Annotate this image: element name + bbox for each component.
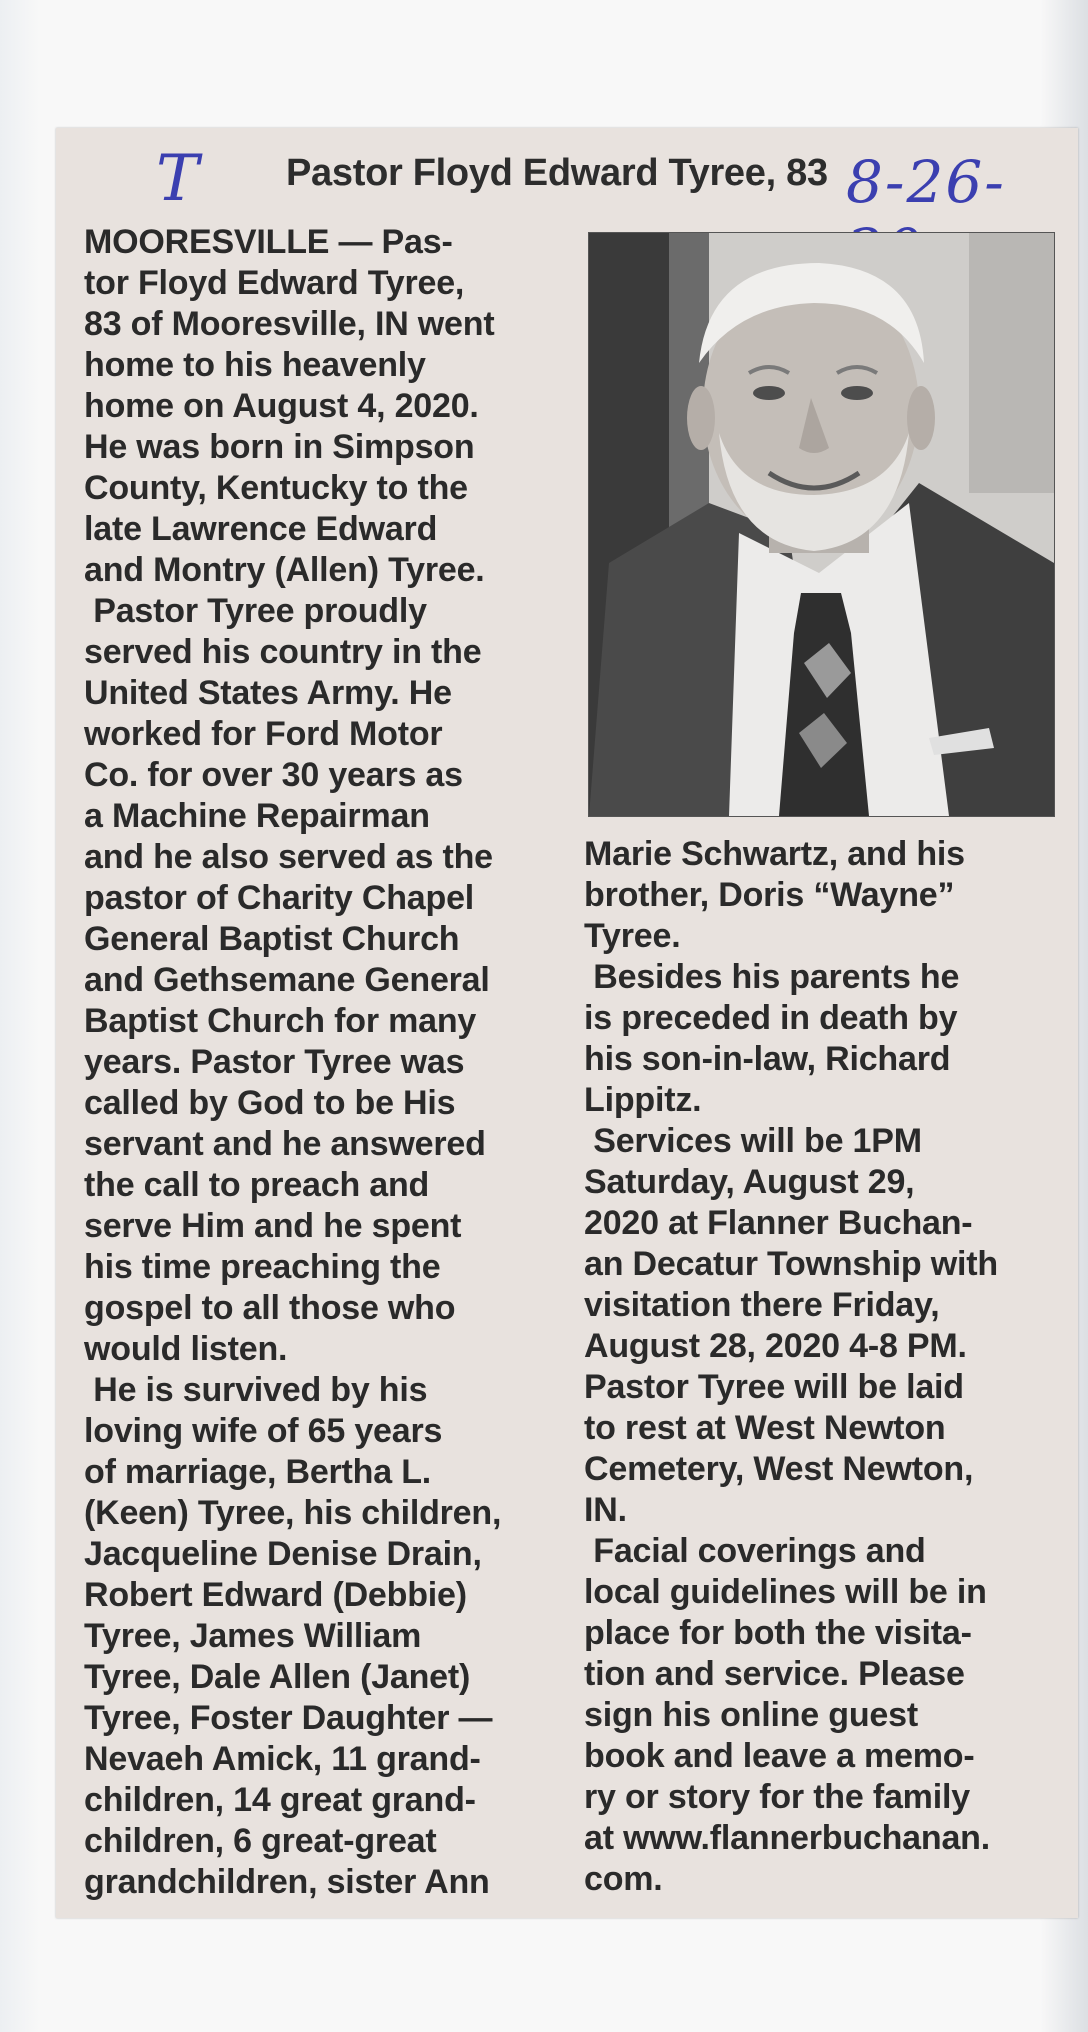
handwritten-date: 8-26- — [846, 148, 1006, 216]
obituary-right-column: Marie Schwartz, and his brother, Doris “Wayne” Tyree. Besides his parents he is preceded in death by his son-in-law, Richard Lippitz. Services will be 1PM Saturday, August 29, 2020 at Flanner Buchan- an Decatur Township with visitation there Friday, August 28, 2020 4-8 PM. Pastor Tyree will be laid to rest at West Newton Cemetery, West Newton, IN. Facial coverings and local guidelines will be in place for both the visita- tion and service. Please sign his online guest book and leave a memo- ry or story for the family at www.flannerbuchanan. com. — [584, 835, 998, 1898]
portrait-illustration — [589, 233, 1054, 816]
newspaper-clipping — [56, 128, 1078, 1918]
obituary-left-column: MOORESVILLE — Pas- tor Floyd Edward Tyree, 83 of Mooresville, IN went home to his heavenly home on August 4, 2020. He was born in Simpson County, Kentucky to the late Lawrence Edward and Montry (Allen) Tyree. Pastor Tyree proudly served his country in the United States Army. He worked for Ford Motor Co. for over 30 years as a Machine Repairman and he also served as the pastor of Charity Chapel General Baptist Church and Gethsemane General Baptist Church for many years. Pastor Tyree was called by God to be His servant and he answered the call to preach and serve Him and he spent his time preaching the gospel to all those who would listen. He is survived by his loving wife of 65 years of marriage, Bertha L. (Keen) Tyree, his children, Jacqueline Denise Drain, Robert Edward (Debbie) Tyree, James William Tyree, Dale Allen (Janet) Tyree, Foster Daughter — Nevaeh Amick, 11 grand- children, 14 great grand- children, 6 great-great grandchildren, sister Ann — [84, 223, 502, 1901]
obituary-headline: Pastor Floyd Edward Tyree, 83 — [286, 152, 828, 194]
portrait-photo — [588, 232, 1055, 817]
handwritten-initial: T — [156, 142, 199, 216]
